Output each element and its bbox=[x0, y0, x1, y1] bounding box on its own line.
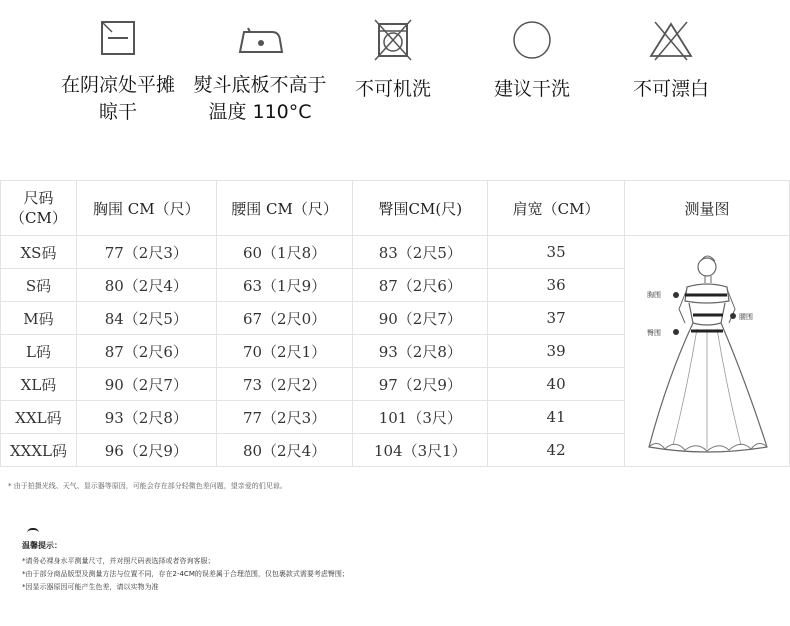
dry-clean-icon bbox=[510, 18, 554, 62]
care-item-dry-flat bbox=[56, 18, 180, 126]
cell-size: XXL码 bbox=[1, 401, 77, 434]
cell-shoulder: 39 bbox=[488, 335, 625, 368]
header-chest: 胸围 CM（尺） bbox=[76, 181, 216, 236]
care-label-iron: 熨斗底板不高于 温度 110°C bbox=[193, 74, 327, 123]
cell-chest: 96（2尺9） bbox=[76, 434, 216, 467]
cell-waist: 60（1尺8） bbox=[216, 236, 353, 269]
measure-figure-cell bbox=[624, 236, 789, 467]
figure-label-waist: 腰围 bbox=[738, 313, 753, 321]
cell-hip: 90（2尺7） bbox=[353, 302, 488, 335]
care-label-no-bleach: 不可漂白 bbox=[632, 78, 709, 100]
header-shoulder: 肩宽（CM） bbox=[488, 181, 625, 236]
figure-label-hip: 臀围 bbox=[646, 329, 661, 337]
care-label-no-wash: 不可机洗 bbox=[354, 78, 431, 100]
no-bleach-icon bbox=[647, 18, 695, 62]
care-item-dry-clean bbox=[487, 18, 577, 103]
cell-chest: 77（2尺3） bbox=[76, 236, 216, 269]
cell-hip: 104（3尺1） bbox=[353, 434, 488, 467]
tips-title: 温馨提示： bbox=[22, 541, 62, 550]
cell-shoulder: 42 bbox=[488, 434, 625, 467]
tips-line: *请务必裸身水平测量尺寸，并对照尺码表选择或者咨询客服； bbox=[22, 557, 215, 565]
iron-low-temp-icon bbox=[232, 18, 288, 58]
color-difference-note: * 由于拍摄光线、天气、显示器等原因，可能会存在部分轻微色差问题，望亲爱的们见谅。 bbox=[8, 482, 287, 490]
tips-line: *因显示器原因可能产生色差，请以实物为准 bbox=[22, 583, 159, 591]
header-measure-figure: 测量图 bbox=[624, 181, 789, 236]
cell-shoulder: 41 bbox=[488, 401, 625, 434]
cell-hip: 87（2尺6） bbox=[353, 269, 488, 302]
care-item-iron bbox=[190, 18, 330, 126]
cell-chest: 87（2尺6） bbox=[76, 335, 216, 368]
tips-section bbox=[22, 540, 349, 594]
cell-shoulder: 35 bbox=[488, 236, 625, 269]
size-chart-table bbox=[0, 180, 790, 467]
cell-hip: 97（2尺9） bbox=[353, 368, 488, 401]
table-header-row bbox=[1, 181, 790, 236]
care-item-no-bleach bbox=[626, 18, 716, 103]
care-label-dry-flat: 在阴凉处平摊 晾干 bbox=[60, 74, 175, 123]
cell-shoulder: 40 bbox=[488, 368, 625, 401]
cell-size: L码 bbox=[1, 335, 77, 368]
header-size: 尺码 （CM） bbox=[1, 181, 77, 236]
dry-flat-shade-icon bbox=[98, 18, 138, 58]
cell-waist: 77（2尺3） bbox=[216, 401, 353, 434]
cell-waist: 63（1尺9） bbox=[216, 269, 353, 302]
cell-size: XXXL码 bbox=[1, 434, 77, 467]
figure-label-chest: 胸围 bbox=[646, 291, 661, 299]
cell-size: XS码 bbox=[1, 236, 77, 269]
cell-hip: 93（2尺8） bbox=[353, 335, 488, 368]
cell-shoulder: 36 bbox=[488, 269, 625, 302]
cell-chest: 93（2尺8） bbox=[76, 401, 216, 434]
cell-chest: 90（2尺7） bbox=[76, 368, 216, 401]
cell-waist: 73（2尺2） bbox=[216, 368, 353, 401]
cell-size: XL码 bbox=[1, 368, 77, 401]
cell-waist: 80（2尺4） bbox=[216, 434, 353, 467]
cell-hip: 101（3尺） bbox=[353, 401, 488, 434]
decorative-dash bbox=[27, 528, 39, 533]
care-instructions bbox=[0, 0, 790, 150]
cell-size: S码 bbox=[1, 269, 77, 302]
table-row bbox=[1, 236, 790, 269]
cell-size: M码 bbox=[1, 302, 77, 335]
header-waist: 腰围 CM（尺） bbox=[216, 181, 353, 236]
dress-measure-figure bbox=[627, 239, 787, 459]
care-item-no-wash bbox=[348, 18, 438, 103]
no-machine-wash-icon bbox=[373, 18, 413, 62]
cell-shoulder: 37 bbox=[488, 302, 625, 335]
cell-chest: 84（2尺5） bbox=[76, 302, 216, 335]
care-label-dry-clean: 建议干洗 bbox=[493, 78, 570, 100]
cell-waist: 67（2尺0） bbox=[216, 302, 353, 335]
header-hip: 臀围CM(尺) bbox=[353, 181, 488, 236]
tips-line: *由于部分商品版型及测量方法与位置不同，存在2-4CM的误差属于合理范围，仅包裹款式需要考虑臀围； bbox=[22, 570, 349, 578]
cell-chest: 80（2尺4） bbox=[76, 269, 216, 302]
cell-waist: 70（2尺1） bbox=[216, 335, 353, 368]
cell-hip: 83（2尺5） bbox=[353, 236, 488, 269]
